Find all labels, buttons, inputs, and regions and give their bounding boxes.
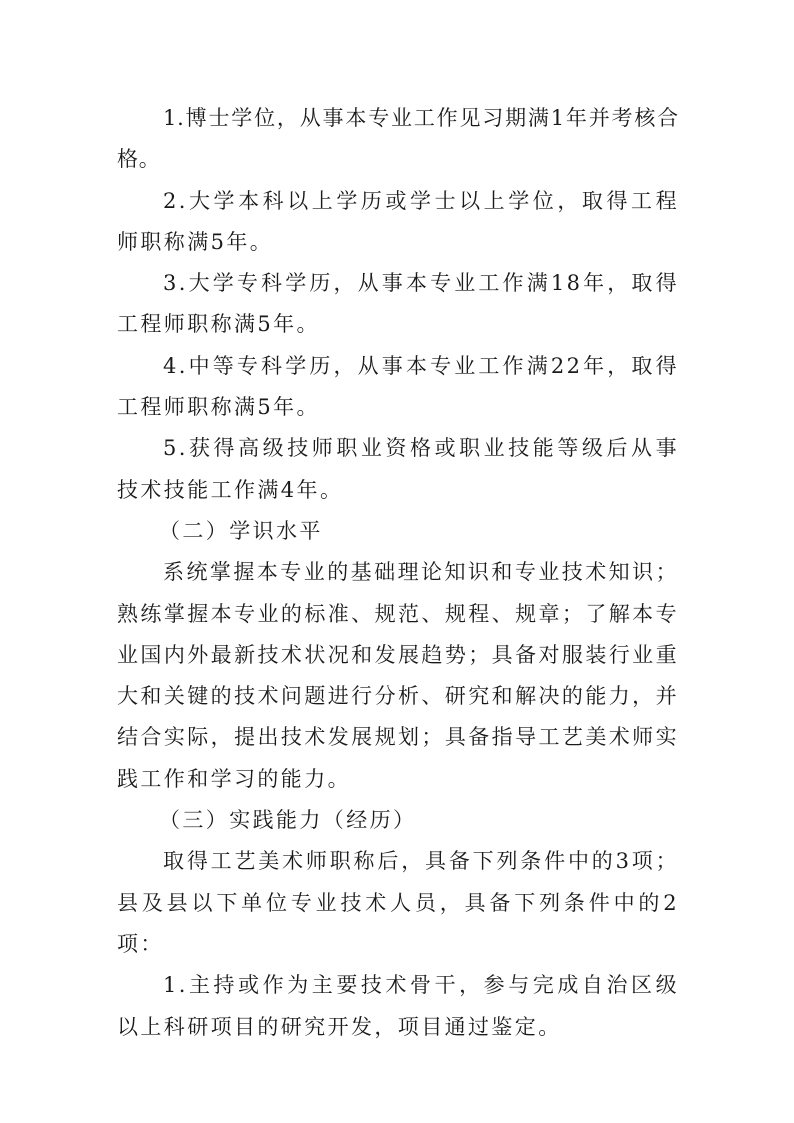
document-body (117, 98, 679, 1048)
practice-item-1: 1.主持或作为主要技术骨干，参与完成自治区级以上科研项目的研究开发，项目通过鉴定。 (117, 973, 679, 1039)
knowledge-paragraph: 系统掌握本专业的基础理论知识和专业技术知识；熟练掌握本专业的标准、规范、规程、规章；了解本专业国内外最新技术状况和发展趋势；具备对服装行业重大和关键的技术问题进行分析、研究和解决的能力，并结合实际，提出技术发展规划；具备指导工艺美术师实践工作和学习的能力。 (117, 560, 679, 791)
section-heading-practice: （三）实践能力（经历） (159, 808, 417, 833)
requirement-item-5: 5.获得高级技师职业资格或职业技能等级后从事技术技能工作满4年。 (117, 436, 679, 502)
requirement-item-2: 2.大学本科以上学历或学士以上学位，取得工程师职称满5年。 (117, 188, 679, 254)
requirement-item-4: 4.中等专科学历，从事本专业工作满22年，取得工程师职称满5年。 (117, 353, 679, 420)
requirement-item-1: 1.博士学位，从事本专业工作见习期满1年并考核合格。 (117, 106, 679, 172)
section-heading-knowledge: （二）学识水平 (159, 518, 323, 543)
requirement-item-3: 3.大学专科学历，从事本专业工作满18年，取得工程师职称满5年。 (117, 271, 679, 337)
practice-intro-paragraph: 取得工艺美术师职称后，具备下列条件中的3项；县及县以下单位专业技术人员，具备下列条件中的2项： (117, 849, 679, 956)
